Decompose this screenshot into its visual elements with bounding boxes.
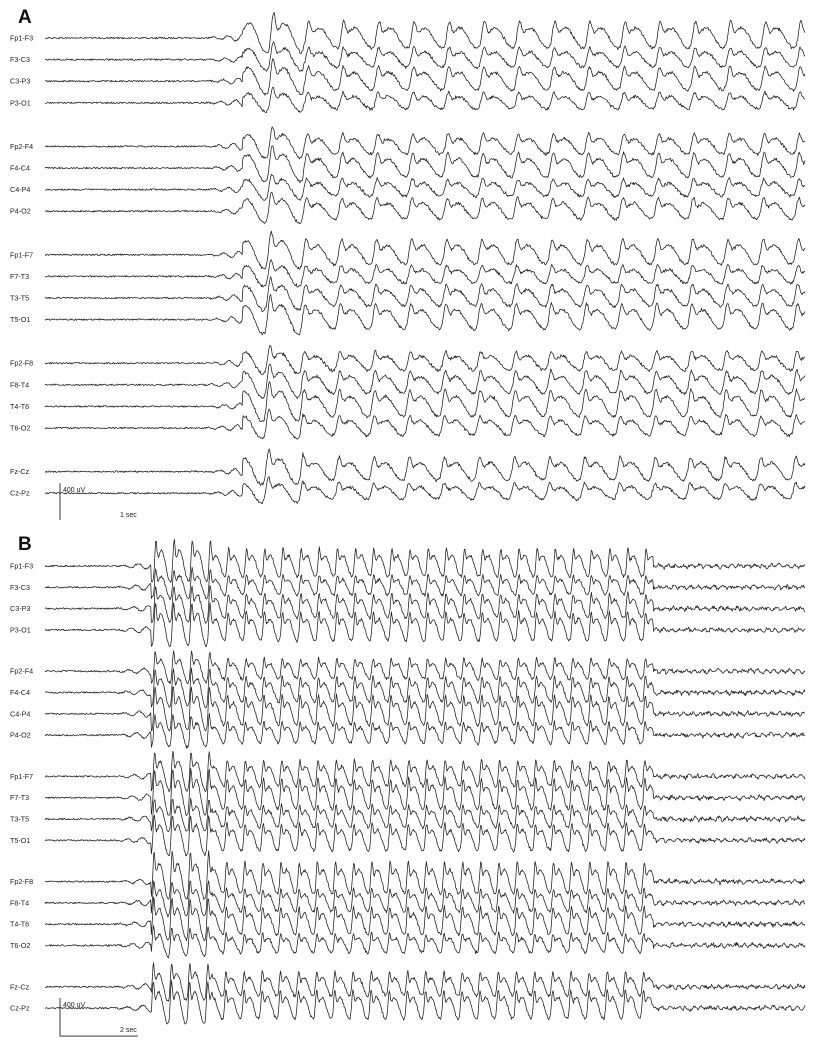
channel-label-t4-t6: T4-T6: [10, 401, 30, 411]
channel-label-f8-t4: F8-T4: [10, 380, 30, 390]
channel-label-t3-t5: T3-T5: [10, 814, 30, 824]
channel-label-f4-c4: F4-C4: [10, 163, 30, 173]
channel-label-f7-t3: F7-T3: [10, 793, 30, 803]
trace-c4-p4: [45, 174, 805, 200]
eeg-traces-a: [0, 0, 817, 520]
channel-label-fp1-f3: Fp1-F3: [10, 561, 34, 571]
channel-label-t4-t6: T4-T6: [10, 919, 30, 929]
trace-fp1-f3: [45, 539, 805, 582]
trace-fz-cz: [45, 449, 805, 486]
channel-label-cz-pz: Cz-Pz: [10, 488, 30, 498]
channel-label-fp1-f7: Fp1-F7: [10, 250, 34, 260]
trace-fp2-f4: [45, 651, 805, 684]
channel-label-c4-p4: C4-P4: [10, 709, 31, 719]
channel-label-f4-c4: F4-C4: [10, 688, 30, 697]
channel-label-c3-p3: C3-P3: [10, 604, 31, 614]
amplitude-scale-label: 400 uV: [63, 487, 86, 495]
trace-f7-t3: [45, 260, 805, 287]
trace-fp2-f4: [45, 127, 805, 159]
panel-label-a: A: [18, 7, 32, 28]
channel-label-f8-t4: F8-T4: [10, 898, 30, 908]
channel-label-p3-o1: P3-O1: [10, 625, 31, 635]
trace-fp2-f8: [45, 851, 805, 900]
trace-p3-o1: [45, 87, 805, 112]
channel-label-t5-o1: T5-O1: [10, 315, 31, 325]
channel-label-fp2-f8: Fp2-F8: [10, 358, 34, 368]
panel-label-b: B: [18, 534, 32, 555]
channel-label-fp2-f8: Fp2-F8: [10, 877, 34, 887]
eeg-panel-a: [0, 0, 817, 520]
channel-label-t6-o2: T6-O2: [10, 423, 31, 433]
channel-label-cz-pz: Cz-Pz: [10, 1003, 30, 1013]
amplitude-scale-label: 400 uV: [63, 1002, 86, 1010]
trace-cz-pz: [45, 477, 805, 504]
trace-p4-o2: [45, 192, 805, 223]
trace-f4-c4: [45, 668, 805, 708]
trace-t4-t6: [45, 382, 805, 422]
channel-label-p4-o2: P4-O2: [10, 730, 31, 740]
trace-cz-pz: [45, 980, 805, 1024]
channel-label-t5-o1: T5-O1: [10, 835, 31, 845]
channel-label-t3-t5: T3-T5: [10, 293, 30, 303]
trace-t6-o2: [45, 409, 805, 439]
channel-label-p3-o1: P3-O1: [10, 98, 31, 108]
eeg-panel-b: [0, 527, 817, 1047]
channel-label-fp1-f3: Fp1-F3: [10, 33, 34, 43]
trace-fp1-f7: [45, 751, 805, 792]
channel-label-fp2-f4: Fp2-F4: [10, 666, 34, 676]
trace-f3-c3: [45, 567, 805, 599]
channel-label-p4-o2: P4-O2: [10, 206, 31, 216]
channel-label-f3-c3: F3-C3: [10, 55, 30, 65]
trace-c3-p3: [45, 59, 805, 96]
trace-fp1-f3: [45, 13, 805, 54]
time-scale-label: 2 sec: [120, 1027, 137, 1035]
channel-label-fz-cz: Fz-Cz: [10, 982, 30, 992]
trace-fp1-f7: [45, 231, 805, 269]
time-scale-label: 1 sec: [120, 512, 137, 520]
channel-label-f7-t3: F7-T3: [10, 271, 30, 281]
channel-label-c3-p3: C3-P3: [10, 76, 31, 86]
channel-label-f3-c3: F3-C3: [10, 582, 30, 592]
trace-t6-o2: [45, 926, 805, 958]
trace-f4-c4: [45, 146, 805, 183]
trace-t5-o1: [45, 295, 805, 336]
eeg-traces-b: [0, 527, 817, 1047]
trace-f8-t4: [45, 364, 805, 399]
channel-label-fp2-f4: Fp2-F4: [10, 141, 34, 151]
channel-label-c4-p4: C4-P4: [10, 185, 31, 195]
channel-label-t6-o2: T6-O2: [10, 941, 31, 950]
channel-label-fz-cz: Fz-Cz: [10, 467, 30, 477]
channel-label-fp1-f7: Fp1-F7: [10, 771, 34, 781]
